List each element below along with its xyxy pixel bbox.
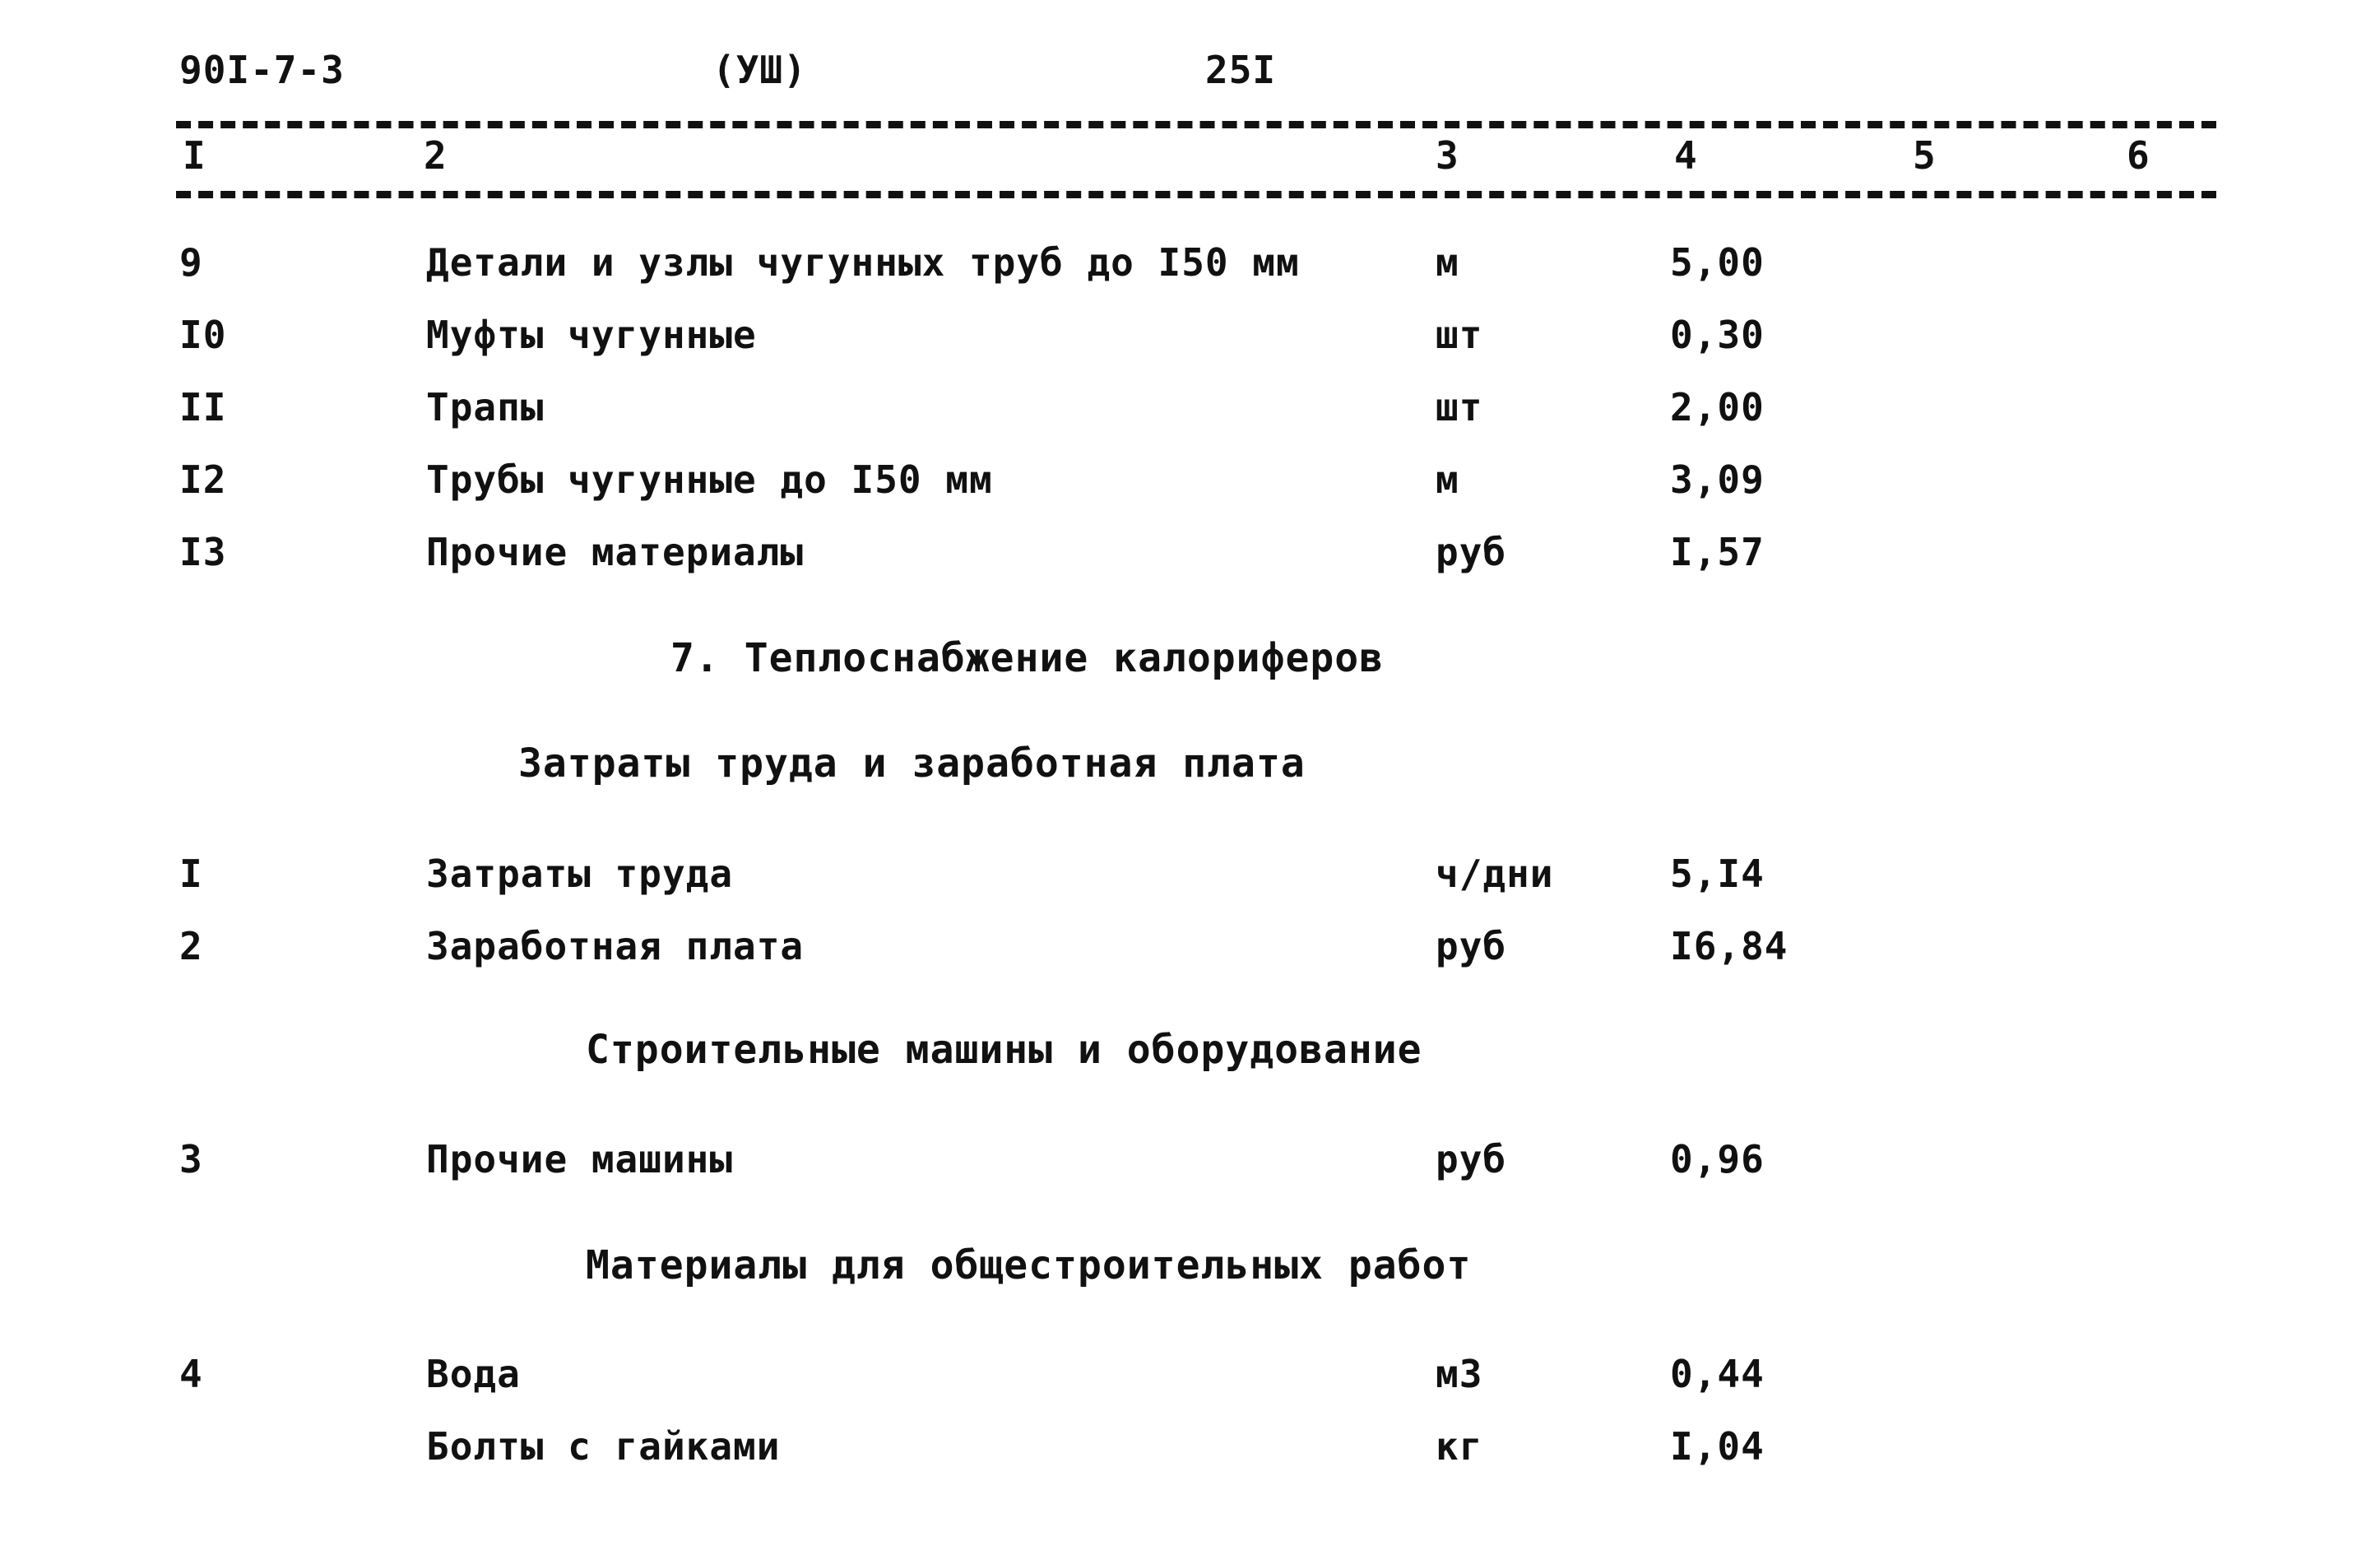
row-unit: руб	[1436, 1137, 1507, 1181]
row-name: Вода	[426, 1352, 521, 1396]
column-number-6: 6	[2127, 133, 2150, 178]
column-number-4: 4	[1674, 133, 1697, 178]
row-unit: ч/дни	[1436, 852, 1554, 896]
row-name: Прочие машины	[426, 1137, 734, 1181]
table-header-bottom-rule	[176, 191, 2216, 198]
row-number: I2	[179, 457, 227, 502]
row-value: 0,96	[1670, 1137, 1765, 1181]
row-name: Трапы	[426, 385, 545, 429]
row-unit: шт	[1436, 313, 1483, 357]
table-row	[0, 852, 2380, 901]
column-number-3: 3	[1436, 133, 1459, 178]
row-name: Затраты труда	[426, 852, 734, 896]
row-value: I,57	[1670, 530, 1765, 574]
row-number: 3	[179, 1137, 203, 1181]
row-unit: шт	[1436, 385, 1483, 429]
row-unit: кг	[1436, 1424, 1483, 1469]
row-number: 4	[179, 1352, 203, 1396]
row-name: Детали и узлы чугунных труб до I50 мм	[426, 240, 1300, 285]
row-value: I,04	[1670, 1424, 1765, 1469]
section-mark: (УШ)	[712, 48, 807, 92]
subsection-title-labor: Затраты труда и заработная плата	[518, 740, 1306, 787]
row-number: I	[179, 852, 203, 896]
table-row	[0, 924, 2380, 973]
row-value: I6,84	[1670, 924, 1788, 968]
table-row	[0, 240, 2380, 290]
table-row	[0, 1352, 2380, 1401]
row-value: 5,I4	[1670, 852, 1765, 896]
row-number: 2	[179, 924, 203, 968]
row-name: Прочие материалы	[426, 530, 805, 574]
column-number-2: 2	[424, 133, 447, 178]
table-row	[0, 313, 2380, 362]
row-unit: руб	[1436, 924, 1507, 968]
table-row	[0, 385, 2380, 434]
row-unit: м3	[1436, 1352, 1483, 1396]
table-header-top-rule	[176, 121, 2216, 128]
row-unit: м	[1436, 240, 1459, 285]
row-number: 9	[179, 240, 203, 285]
row-value: 0,44	[1670, 1352, 1765, 1396]
row-name: Трубы чугунные до I50 мм	[426, 457, 993, 502]
row-value: 2,00	[1670, 385, 1765, 429]
column-number-5: 5	[1913, 133, 1936, 178]
row-value: 0,30	[1670, 313, 1765, 357]
subsection-title-materials: Материалы для общестроительных работ	[586, 1242, 1472, 1288]
page-number: 25I	[1205, 48, 1277, 92]
table-row	[0, 457, 2380, 507]
table-row	[0, 530, 2380, 579]
row-value: 5,00	[1670, 240, 1765, 285]
subsection-title-machines: Строительные машины и оборудование	[586, 1027, 1422, 1073]
table-row	[0, 1424, 2380, 1474]
row-unit: м	[1436, 457, 1459, 502]
row-value: 3,09	[1670, 457, 1765, 502]
row-name: Болты с гайками	[426, 1424, 781, 1469]
row-number: I0	[179, 313, 227, 357]
table-row	[0, 1137, 2380, 1186]
column-number-1: I	[183, 133, 206, 178]
row-number: I3	[179, 530, 227, 574]
row-unit: руб	[1436, 530, 1507, 574]
section-title: 7. Теплоснабжение калориферов	[670, 635, 1385, 681]
row-name: Заработная плата	[426, 924, 805, 968]
row-number: II	[179, 385, 227, 429]
row-name: Муфты чугунные	[426, 313, 757, 357]
document-code: 90I-7-3	[179, 48, 345, 92]
